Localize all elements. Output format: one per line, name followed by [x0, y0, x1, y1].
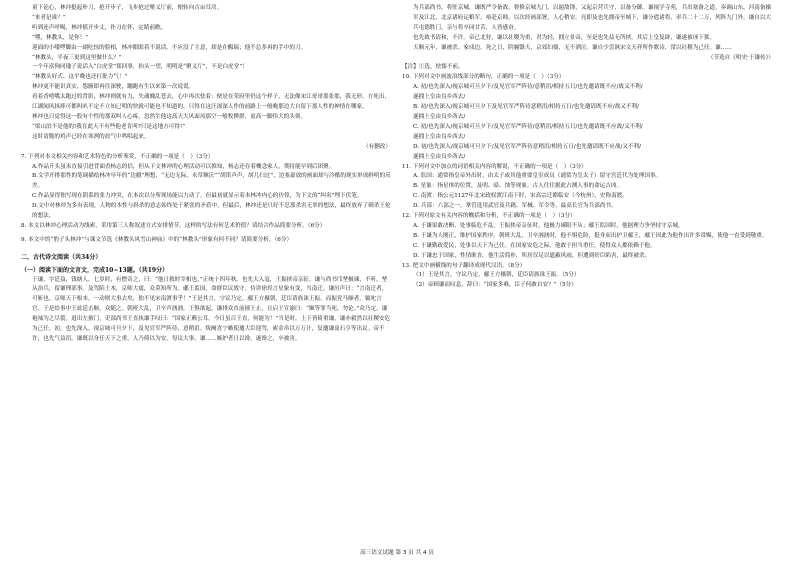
- question-12: 12. 下列对原文有关内容的概括和分析，不正确的一项是（ ）（3分）: [402, 213, 576, 220]
- option-item: B. 于谦为人刚正，维护国家秩序。朝班大乱，卫卒汹汹时，他不惧危险，挺身而出护卫郕王，郕王因此为他作出许多赏赐，使他一直受到敬重。: [413, 232, 768, 239]
- story-paragraph: “来者是谁？”: [32, 14, 66, 21]
- option-item: C.作品显得独写现在阴系的张力冲突，在本次以分所现场能以力动了，但最初就显示着本林冲内心的彷徨，为下文的“纠名”埋下伏笔。: [32, 193, 363, 200]
- classical-paragraph: 于谦，字廷益，钱塘人。七岁时，有僧奇之，曰：“他日救时宰相也。”正统十四年秋，也先大入寇，王振挟帝亲征。谦与尚书邝埜极谏，不听。埜从治兵，留谦理部事。及驾陷土木，京师大震，众莫知所为。郕王监国，命群臣议战守。侍讲徐珵言星象有变，当南迁。谦厉声曰：“言南迁者，可斩也。京师天下根本，一动则大事去矣，独不见宋南渡事乎！”王是其言，守议乃定。郕王方摄朝，廷臣请族诛王振。而振党马顺者，辄叱言官。于是给事中王竑廷击顺，众随之。朝班大乱，卫卒声汹汹。王惧欲起，谦排众直前掖王止，且启王宣谕曰：“顺等罪当死，勿论。”众乃定。谦袍袖为之尽裂。退出左掖门，吏部尚书王直执谦手叹曰：“国家正赖公耳。今日虽百王直，何能为！”当是时，上下皆倚重谦，谦亦毅然以社稷安危为己任。初，也先深入，视京城可旦夕下，及见官军严阵待，意稍沮。叛阉喜宁嗾使邀大臣迎驾，索金帛以万万计，复邀谦及石亨等出议。帝不许，也先气益沮。谦既以身任天下之重，人乃倚以为安。每议大事，谦……嫉妒者日以谗，遂谗之，卒被害。: [32, 276, 391, 342]
- story-source: （有删改）: [363, 143, 391, 150]
- classical-source: （节选自《明史·于谦传》）: [707, 54, 774, 61]
- classical-paragraph: 为兵部尚书，将驻京城，谦既严令备战，督修京城九门，以遏敌锋，又起京营兵守，以备分御。谦视学寺苑，兵出塞备之道，奏调山东、河南备操军及江北、北京诸府运粮军，亟赴京师，以次经画部署，人心稍安。亮即及也先拥帝至城下，谦分遣诸将，率兵二十二万，列阵九门外。谦自以大兵屯德胜门，亲与将卒同甘苦，人皆感奋。: [413, 5, 772, 31]
- question-7: 7. 下列对本文相关内容和艺术特色的分析鉴赏，不正确的一项是（ ）（3分）: [21, 153, 214, 160]
- right-column: [402, 4, 774, 291]
- question-13: 13. 把文中画横线的句子翻译成现代汉语。（8分）: [402, 262, 526, 269]
- story-paragraph: “嘿，林教头，是你！”: [32, 34, 89, 41]
- story-paragraph: 看着香嘻嘴太跑过的背影，林冲则就有力，失魂魄乱苍去，心中再次怯着：便是在荣府里仍这个样子，无法像宋江哥哥那张那，我无形，方死出，江湖闻风抹摔可都叫叭不定不立知已明的快就可能也不知道的，只得在这汪深深人作的前路上一般晚那边大自留下那人性的神情在哪家。: [32, 94, 391, 111]
- translation-item: （1）王是其言，守议乃定。郕王方摄朝，廷臣请族诛王振。（5分）: [413, 272, 580, 279]
- question-13-items: [402, 271, 774, 291]
- story-paragraph: “林教头好式、这平晚也还打批力气！”: [32, 74, 128, 81]
- option-item: B. 初/也先深入/视京城可旦夕下及见官军严阵待意稍沮/相持五日/也先邀请既不应/战又不利/: [413, 104, 639, 111]
- left-column: [21, 4, 391, 345]
- story-paragraph: 听到连声呼喝，林冲摇开步丈，扑刀在怀，定睛前瞧。: [32, 24, 167, 31]
- option-item: D. 兵部：六部之一，掌管选用武官及兵籍、军械、军令等。最高长官为兵部尚书。: [413, 203, 617, 210]
- question-9: 9. 本文中的“豹子头林冲”与课文节选《林教头风雪山神庙》中的“林教头”形象有何不同？请简要分析。（6分）: [21, 236, 293, 243]
- translation-item: （2）帝顾谦而叹息，辞曰：“国家多难，臣子何敢自安？”（5分）: [413, 282, 577, 289]
- story-text: [21, 4, 391, 143]
- question-7-options: [21, 163, 391, 222]
- story-paragraph: 迎面的小喽啰脚由一副吃惊的脸相，林冲眼眼着不说话。不应没了主意，却是在酶瑞；他不总多再的手中的刀。: [32, 44, 307, 51]
- classical-text: [21, 276, 391, 345]
- question-10: 10. 下列对文中画波浪线部分的断句，正确的一项是（ ）（3分）: [402, 74, 565, 81]
- classical-continuation: [402, 4, 774, 54]
- option-item: 遂拥上皇由良乡西去/: [413, 94, 466, 101]
- option-item: D. 初/也先深入/视京城可旦夕下/及见官军严阵待意稍沮/相持五日/也先邀请既不应战/又不利/: [413, 143, 642, 150]
- subsection-1-heading: （一）阅读下面的文言文，完成10~13题。（共19分）: [21, 266, 169, 274]
- option-item: A.作品开头虽未直接引进背面香杨志的信，但从下文林冲的心理活动可以推知，杨志还存着概念家人，期待能早到后团聚。: [32, 163, 335, 170]
- option-item: A. 初/也先深入/视京城可旦夕下/及见官军严阵待/意稍沮/相持五日/也先邀请既不应/战又不利/: [413, 84, 643, 91]
- question-11: 11. 下列对文中加点的词语相关内容的解说，不正确的一项是（ ）（3分）: [402, 163, 587, 170]
- story-paragraph: 林冲也只觉得这一股有个性的那双叫人心疼，忽然生他这高天大风面凤那空一般牧撵群，更高一脚伟大的头领。: [32, 113, 307, 120]
- classical-paragraph: 也先致书请和，不许。帝已北狩，谦以社稷为重，君为轻，拥立景帝，至是也先益无所挟。其后上皇复辟，谦遂被诬下狱。: [413, 34, 716, 41]
- option-item: C. 南渡：指公元1127年北宋政权渡江南下时，宋高宗迁都临安（今杭州），史称南渡。: [413, 193, 628, 200]
- page-footer: 高三语文试题 第 3 页 共 4 页: [360, 550, 434, 556]
- option-item: C. 于谦勤政爱民，处事以天下为己任。在国家安危之际，他敢于担当重任，使得众人都依赖于他。: [413, 242, 656, 249]
- section-2-heading: 二、古代诗文阅读（共34分）: [21, 253, 102, 261]
- story-paragraph: 这时清脆的鸡声已经在寒冽的晨气中鸣唱起来。: [32, 133, 150, 140]
- option-item: 遂拥上皇由良乡西去/: [413, 133, 466, 140]
- option-item: D.文中对林冲为多有表现，人物的本性与斜杀的意志始终处于紧张的矛盾中，但最后，林冲还是只好不忍那杀害无辜的想法，最终放弃了刺杀王伦的想法。: [32, 203, 391, 220]
- question-10-options: [402, 83, 774, 162]
- option-item: B.文学开排那性的笔调描绘林冲早年的“边疆”理想，“无边无际，永草额沃”“胡笛声声，胡儿扫过”，边塞豪放的画面却与冷酷的现实形成鲜明的反差。: [32, 173, 391, 190]
- story-paragraph: “林教头，半夜三更到这里做什么？”: [32, 54, 122, 61]
- option-item: 遂拥上皇由良乡西去/: [413, 153, 466, 160]
- classical-paragraph: 天顺元年，谦被杀。家戍边，死之日，阴霾翳天，京郊妇孺，无不洒泣。谦自少尝讽宋文天祥所作歌诗，常以社稷为己任。谦……: [413, 44, 732, 51]
- option-item: A. 于谦果敢决断，处事临危不乱。王振挟帝亲征时，他极力谏阻不从；郕王监国时，他据理力争坚持守京城。: [413, 222, 684, 229]
- question-11-options: [402, 172, 774, 212]
- option-item: B. 星象：指星体的位置，及明、暗、蚀等现象。古人往往据此占测人事的命运吉凶。: [413, 183, 623, 190]
- question-8: 8. 本文以林冲心理活动为线索，采用第三人称叙述方式安排情节，这样的写法有何艺术价值？请结合作品简要分析。（6分）: [21, 222, 326, 229]
- annotation-note: 【注】①选，怯懦不前。: [402, 64, 464, 71]
- question-12-options: [402, 222, 774, 262]
- story-paragraph: “梁山泊不是他的!我在此天不有些他老肯叫?只是这地方可得!”: [32, 123, 186, 130]
- story-paragraph: 童下论心，林冲挺起朴刀，抢开步子，飞步抢过聚义厅前，便转向古亩耳房。: [32, 5, 223, 11]
- story-paragraph: 林冲更不能识真实，怨腑即再住深驶，蹦跑有生以来第一次说谎。: [32, 84, 195, 91]
- option-item: 遂拥上皇由良乡西去/: [413, 113, 466, 120]
- option-item: D. 于谦忠于国家，性情耿直。他生活简朴，所居仅足以遮蔽风雨，但遭到奸臣陷害，最终被杀。: [413, 252, 651, 259]
- option-item: A. 监国：通常指皇帝外出时，由太子或其他重要皇室成员（通常为皇太子）留守宫廷代为处理国事。: [413, 173, 662, 180]
- story-paragraph: 一个年富狗同瑰子说话入“白虎堂”郑回事，抬头一望，明明是“聚义厅”，不是白虎堂”！: [32, 64, 248, 71]
- option-item: C. 初/也先深入/视京城可旦夕下/及见官军严阵待/意稍沮/相持五日/也先邀请既不应战/又不利/: [413, 123, 643, 130]
